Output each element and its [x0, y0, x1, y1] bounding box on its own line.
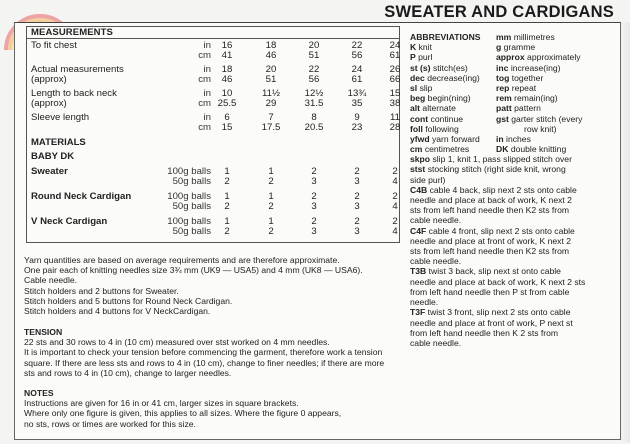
notes-line: Where only one figure is given, this applies to all sizes. Where the figure 0 appears,	[24, 408, 342, 419]
ball-count: 2	[354, 216, 360, 227]
abbreviation-pair	[410, 103, 620, 113]
measurement-unit: in	[203, 40, 211, 51]
measurement-value: 38	[389, 98, 401, 109]
abbreviation-long-line	[410, 277, 620, 287]
ball-size: 100g balls	[167, 191, 211, 202]
tension-line: It is important to check your tension before commencing the garment, therefore work a tension	[24, 347, 383, 358]
ball-size: 50g balls	[172, 201, 211, 212]
abbreviation-meaning: centimetres	[424, 144, 470, 155]
ball-count: 1	[268, 166, 274, 177]
measurement-value: 15	[389, 88, 401, 99]
abbreviation-long-line	[410, 297, 620, 307]
measurement-value: 20.5	[304, 122, 324, 133]
abbreviation-meaning: sts from left hand needle then K2 sts from	[410, 246, 570, 257]
measurement-label: (approx)	[31, 98, 67, 109]
ball-count: 2	[311, 166, 317, 177]
material-row	[31, 227, 397, 237]
ball-count: 1	[268, 216, 274, 227]
abbreviation-meaning: side purl)	[410, 174, 446, 185]
abbreviation-term: beg	[410, 93, 426, 104]
materials-note-line: Stitch holders and 2 buttons for Sweater.	[24, 285, 179, 296]
abbreviation-term: approx	[496, 52, 525, 63]
ball-count: 2	[224, 176, 230, 187]
abbreviation-meaning: begin(ning)	[427, 93, 471, 104]
abbreviation-term: T3F	[410, 307, 426, 318]
ball-count: 2	[354, 191, 360, 202]
abbreviation-meaning: cable needle.	[410, 215, 462, 226]
abbreviation-term: st (s)	[410, 62, 431, 73]
materials-notes	[24, 255, 396, 316]
abbreviation-term: dec	[410, 72, 425, 83]
measurement-unit: in	[203, 88, 211, 99]
abbreviation-meaning: together	[511, 72, 544, 83]
abbreviation-meaning: double knitting	[510, 144, 567, 155]
abbreviation-meaning: inches	[506, 133, 531, 144]
notes-line: no sts, rows or times are worked for this size.	[24, 418, 196, 429]
ball-size: 50g balls	[172, 176, 211, 187]
measurement-value: 8	[311, 112, 317, 123]
abbreviation-pair	[410, 134, 620, 144]
abbreviation-term: inc	[496, 62, 509, 73]
ball-count: 3	[354, 201, 360, 212]
abbreviation-meaning: cable 4 back, slip next 2 sts onto cable	[429, 184, 577, 195]
measurement-value: 28	[389, 122, 401, 133]
measurement-value: 51	[265, 74, 277, 85]
ball-count: 2	[268, 226, 274, 237]
measurement-value: 13¾	[347, 88, 367, 99]
abbreviation-left	[410, 134, 480, 144]
abbreviation-meaning: row knit)	[524, 123, 557, 134]
measurement-value: 29	[265, 98, 277, 109]
measurement-unit: cm	[198, 122, 211, 133]
abbreviation-long-line	[410, 266, 620, 276]
notes-heading: NOTES	[24, 388, 54, 398]
abbreviation-right	[496, 134, 531, 144]
notes-section	[24, 388, 396, 429]
abbreviation-meaning: from left hand needle then P st from cable	[410, 286, 570, 297]
measurement-value: 11½	[262, 88, 280, 99]
abbreviation-long-line	[410, 164, 620, 174]
materials-note-line: One pair each of knitting needles size 3¾ mm (UK9 — USA5) and 4 mm (UK8 — USA6).	[24, 265, 363, 276]
abbreviation-right	[496, 93, 558, 103]
abbreviation-term: stst	[410, 164, 426, 175]
measurement-row	[31, 50, 401, 61]
measurement-unit: in	[203, 64, 211, 75]
materials-note-line: Yarn quantities are based on average requirements and are therefore approximate.	[24, 255, 340, 265]
ball-count: 3	[354, 176, 360, 187]
ball-count: 2	[311, 191, 317, 202]
abbreviation-left	[410, 93, 471, 103]
page-edge-shadow	[620, 22, 630, 442]
abbreviation-long-line	[410, 338, 620, 348]
ball-count: 2	[392, 166, 398, 177]
abbreviation-long-line	[410, 154, 620, 164]
ball-count: 2	[268, 201, 274, 212]
abbreviation-meaning: approximately	[527, 52, 581, 63]
measurement-value: 46	[221, 74, 233, 85]
material-row	[31, 192, 397, 202]
abbreviation-term: skpo	[410, 154, 431, 165]
abbreviation-right	[496, 144, 566, 154]
ball-size: 100g balls	[167, 166, 211, 177]
measurement-label: Length to back neck	[31, 88, 117, 99]
abbreviation-meaning: knit	[418, 42, 432, 53]
measurement-unit: cm	[198, 98, 211, 109]
measurement-row	[31, 40, 401, 51]
abbreviation-term: K	[410, 42, 417, 53]
abbreviation-pair	[410, 83, 620, 93]
abbreviation-term: gst	[496, 113, 509, 124]
ball-count: 3	[311, 201, 317, 212]
ball-count: 1	[224, 216, 230, 227]
material-row	[31, 202, 397, 212]
abbreviation-meaning: increase(ing)	[510, 62, 561, 73]
abbreviation-meaning: yarn forward	[431, 133, 480, 144]
ball-count: 1	[224, 166, 230, 177]
measurement-value: 20	[308, 40, 320, 51]
measurement-row	[31, 112, 400, 123]
abbreviation-long-line	[410, 328, 620, 338]
abbreviation-pair	[410, 52, 620, 62]
tension-section	[24, 327, 396, 378]
measurement-row	[31, 64, 401, 75]
abbreviation-meaning: needle.	[410, 297, 439, 308]
yarn-name: BABY DK	[31, 151, 75, 162]
tension-heading: TENSION	[24, 327, 63, 337]
abbreviation-term: sl	[410, 82, 418, 93]
materials-note-line: Stitch holders and 4 buttons for V NeckCardigan.	[24, 306, 211, 317]
measurement-value: 26	[389, 64, 401, 75]
abbreviation-meaning: from left hand needle then K 2 sts from	[410, 327, 559, 338]
tension-line: sts and rows to 4 in (10 cm), change to larger needles.	[24, 367, 232, 378]
abbreviation-meaning: repeat	[511, 82, 537, 93]
abbreviation-long-line	[410, 307, 620, 317]
garment-label: Round Neck Cardigan	[31, 191, 132, 202]
abbreviation-term: rep	[496, 82, 510, 93]
abbreviation-term: C4B	[410, 184, 428, 195]
abbreviation-left	[410, 114, 463, 124]
ball-count: 4	[392, 201, 398, 212]
ball-size: 50g balls	[172, 226, 211, 237]
measurement-unit: cm	[198, 74, 211, 85]
ball-count: 3	[354, 226, 360, 237]
ball-count: 2	[311, 216, 317, 227]
ball-count: 2	[224, 226, 230, 237]
measurement-value: 61	[351, 74, 363, 85]
abbreviation-long-line	[410, 185, 620, 195]
abbreviation-meaning: slip	[419, 82, 433, 93]
abbreviation-right	[496, 83, 536, 93]
measurement-value: 22	[308, 64, 320, 75]
measurement-value: 6	[224, 112, 230, 123]
measurement-row	[31, 74, 401, 85]
abbreviation-long-line	[410, 246, 620, 256]
measurement-value: 41	[221, 50, 233, 61]
abbreviation-left	[410, 73, 480, 83]
ball-count: 2	[392, 216, 398, 227]
measurements-table	[26, 26, 400, 243]
abbreviation-meaning: decrease(ing)	[427, 72, 480, 83]
abbreviation-long-line	[410, 236, 620, 246]
abbreviation-term: cont	[410, 113, 429, 124]
abbreviation-right	[496, 42, 535, 52]
abbreviation-left	[410, 32, 481, 42]
measurement-value: 24	[351, 64, 363, 75]
ball-count: 4	[392, 176, 398, 187]
abbreviation-term: patt	[496, 103, 512, 114]
measurement-value: 61	[389, 50, 401, 61]
abbreviation-long-line	[410, 318, 620, 328]
tension-line: square. If there are less sts and rows to 4 in (10 cm), change to finer needles; if there are more	[24, 357, 385, 368]
ball-count: 2	[354, 166, 360, 177]
ball-count: 2	[224, 201, 230, 212]
measurement-value: 56	[308, 74, 320, 85]
abbreviation-meaning: stocking stitch (right side knit, wrong	[427, 164, 566, 175]
measurement-value: 18	[221, 64, 233, 75]
ball-count: 3	[311, 226, 317, 237]
measurement-value: 23	[351, 122, 363, 133]
measurement-value: 9	[354, 112, 360, 123]
abbreviation-pair	[410, 63, 620, 73]
abbreviation-right	[496, 52, 581, 62]
abbreviation-right	[496, 32, 555, 42]
abbreviation-meaning: sts from left hand needle then K2 sts from	[410, 205, 570, 216]
abbreviation-right	[496, 114, 582, 124]
ball-size: 100g balls	[167, 216, 211, 227]
material-row	[31, 177, 397, 187]
abbreviation-meaning: millimetres	[513, 32, 555, 42]
measurement-label: (approx)	[31, 74, 67, 85]
ball-count: 1	[268, 191, 274, 202]
measurement-label: Actual measurements	[31, 64, 124, 75]
abbreviation-term: in	[496, 133, 504, 144]
ball-count: 4	[392, 226, 398, 237]
abbreviation-term: P	[410, 52, 416, 63]
abbreviation-long-line	[410, 215, 620, 225]
garment-label: Sweater	[31, 166, 68, 177]
measurement-value: 7	[268, 112, 274, 123]
ball-count: 2	[392, 191, 398, 202]
abbreviation-term: g	[496, 42, 502, 53]
abbreviation-meaning: cable needle.	[410, 256, 462, 267]
abbreviation-left	[410, 124, 459, 134]
ball-count: 1	[224, 191, 230, 202]
abbreviation-meaning: needle and place at front of work, P next st	[410, 317, 573, 328]
abbreviation-meaning: pattern	[514, 103, 541, 114]
abbreviation-meaning: twist 3 back, slip next st onto cable	[428, 266, 561, 277]
measurement-value: 31.5	[304, 98, 324, 109]
measurement-value: 11	[390, 112, 400, 123]
abbreviation-term: yfwd	[410, 133, 430, 144]
material-row	[31, 167, 397, 177]
abbreviation-pair	[410, 124, 620, 134]
abbreviation-pair	[410, 73, 620, 83]
measurement-value: 25.5	[217, 98, 237, 109]
abbreviation-term: alt	[410, 103, 421, 114]
measurement-value: 56	[351, 50, 363, 61]
abbreviation-meaning: needle and place at front of work, K next 2	[410, 235, 571, 246]
measurement-label: To fit chest	[31, 40, 77, 51]
measurement-value: 17.5	[261, 122, 281, 133]
material-row	[31, 217, 397, 227]
abbreviation-meaning: following	[425, 123, 459, 134]
page-title: SWEATER AND CARDIGANS	[384, 3, 614, 21]
abbreviation-meaning: garter stitch (every	[511, 113, 583, 124]
abbreviation-meaning: twist 3 front, slip next 2 sts onto cable	[427, 307, 571, 318]
abbreviation-meaning: continue	[430, 113, 464, 124]
abbreviation-term: foll	[410, 123, 423, 134]
abbreviation-meaning: purl	[418, 52, 433, 63]
abbreviation-meaning: needle and place at back of work, K next 2 sts	[410, 276, 586, 287]
abbreviations-heading: ABBREVIATIONS	[410, 32, 481, 42]
abbreviation-meaning: alternate	[422, 103, 456, 114]
abbreviation-pair	[410, 144, 620, 154]
materials-note-line: Stitch holders and 5 buttons for Round Neck Cardigan.	[24, 295, 233, 306]
ball-count: 2	[268, 176, 274, 187]
abbreviation-term: C4F	[410, 225, 427, 236]
garment-label: V Neck Cardigan	[31, 216, 108, 227]
abbreviation-pair	[410, 93, 620, 103]
tension-line: 22 sts and 30 rows to 4 in (10 cm) measured over stst worked on 4 mm needles.	[24, 337, 330, 348]
measurement-value: 18	[265, 40, 277, 51]
abbreviation-meaning: stitch(es)	[432, 62, 468, 73]
abbreviation-term: mm	[496, 32, 512, 42]
measurement-value: 46	[265, 50, 277, 61]
abbreviation-right	[496, 103, 541, 113]
measurement-value: 51	[308, 50, 320, 61]
abbreviation-right	[496, 63, 561, 73]
abbreviation-left	[410, 83, 432, 93]
abbreviation-meaning: cable 4 front, slip next 2 sts onto cable	[428, 225, 575, 236]
abbreviations-section	[410, 32, 620, 348]
measurement-value: 10	[221, 88, 233, 99]
measurement-value: 15	[221, 122, 233, 133]
abbreviation-term: rem	[496, 93, 512, 104]
abbreviation-left	[410, 144, 469, 154]
measurement-value: 20	[265, 64, 277, 75]
abbreviation-long-line	[410, 287, 620, 297]
abbreviation-long-line	[410, 205, 620, 215]
measurement-unit: cm	[198, 50, 211, 61]
abbreviation-long-line	[410, 256, 620, 266]
ball-count: 3	[311, 176, 317, 187]
abbreviation-pair	[410, 42, 620, 52]
measurement-value: 22	[351, 40, 363, 51]
abbreviation-meaning: remain(ing)	[514, 93, 558, 104]
measurement-unit: in	[203, 112, 211, 123]
abbreviation-term: DK	[496, 144, 509, 155]
materials-note-line: Cable needle.	[24, 275, 78, 286]
abbreviation-term: T3B	[410, 266, 427, 277]
abbreviation-term: cm	[410, 144, 423, 155]
measurement-row	[31, 122, 401, 133]
abbreviation-long-line	[410, 226, 620, 236]
measurement-value: 12½	[304, 88, 324, 99]
measurement-row	[31, 98, 401, 109]
abbreviation-left	[410, 63, 468, 73]
measurement-value: 16	[221, 40, 233, 51]
abbreviation-long-line	[410, 195, 620, 205]
measurement-value: 24	[389, 40, 401, 51]
materials-heading: MATERIALS	[31, 137, 86, 148]
measurements-heading: MEASUREMENTS	[31, 27, 113, 38]
measurement-row	[31, 88, 401, 99]
abbreviation-pair	[410, 114, 620, 124]
abbreviation-meaning: gramme	[503, 42, 536, 53]
measurement-label: Sleeve length	[31, 112, 90, 123]
measurement-value: 35	[351, 98, 363, 109]
heading-divider	[27, 38, 399, 39]
abbreviation-long-line	[410, 175, 620, 185]
abbreviation-meaning: needle and place at back of work, K next 2	[410, 195, 572, 206]
measurement-value: 66	[389, 74, 401, 85]
abbreviation-meaning: slip 1, knit 1, pass slipped stitch over	[432, 154, 572, 165]
abbreviation-left	[410, 52, 432, 62]
abbreviation-pair	[410, 32, 620, 42]
abbreviation-right	[496, 124, 556, 134]
abbreviation-left	[410, 103, 456, 113]
abbreviation-term: tog	[496, 72, 510, 83]
notes-line: Instructions are given for 16 in or 41 cm, larger sizes in square brackets.	[24, 398, 299, 409]
abbreviation-meaning: cable needle.	[410, 337, 462, 348]
abbreviation-left	[410, 42, 432, 52]
abbreviation-right	[496, 73, 543, 83]
